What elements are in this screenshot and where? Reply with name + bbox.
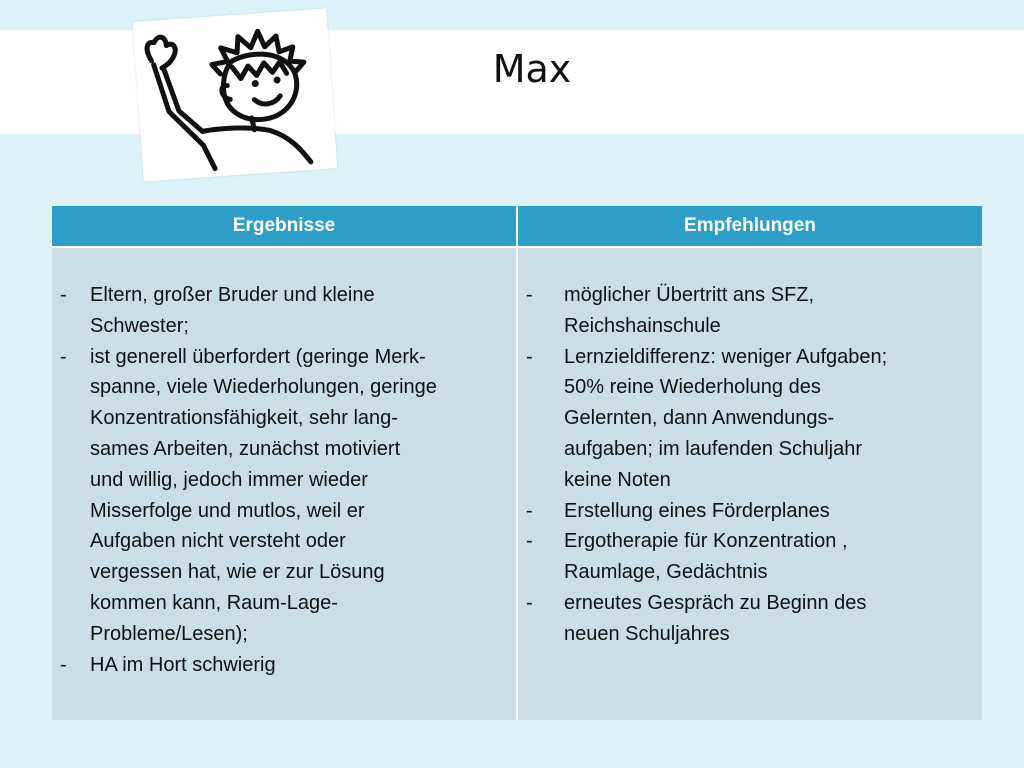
header-empfehlungen: Empfehlungen <box>516 206 982 246</box>
list-item <box>526 588 964 650</box>
list-item <box>526 496 964 527</box>
list-item <box>526 280 964 342</box>
table-body-row <box>52 248 982 720</box>
slide-title: Max <box>492 47 572 91</box>
results-table <box>52 206 982 720</box>
header-ergebnisse: Ergebnisse <box>232 215 336 236</box>
list-item-text: Eltern, großer Bruder und kleine Schwester; <box>90 284 375 337</box>
list-item <box>526 526 964 588</box>
waving-boy-icon <box>133 8 338 181</box>
empfehlungen-cell <box>516 248 982 720</box>
table-header-row <box>52 206 982 248</box>
list-item-text: HA im Hort schwierig <box>90 653 276 676</box>
bullet-dash: - <box>526 530 533 553</box>
bullet-dash: - <box>60 653 67 676</box>
bullet-dash: - <box>526 284 533 306</box>
list-item <box>60 650 498 681</box>
bullet-dash: - <box>60 284 67 306</box>
bullet-dash: - <box>526 345 533 368</box>
list-item-text: Ergotherapie für Konzentration , Raumlage, Gedächtnis <box>564 530 848 584</box>
list-item <box>526 342 964 496</box>
list-item <box>60 280 498 342</box>
list-item-text: erneutes Gespräch zu Beginn des neuen Schuljahres <box>564 591 867 645</box>
bullet-dash: - <box>526 499 533 522</box>
list-item <box>60 342 498 650</box>
list-item-text: Erstellung eines Förderplanes <box>564 499 830 522</box>
ergebnisse-cell <box>52 248 516 720</box>
bullet-dash: - <box>526 591 533 614</box>
list-item-text: möglicher Übertritt ans SFZ, Reichshainschule <box>564 284 815 337</box>
list-item-text: ist generell überfordert (geringe Merk- spanne, viele Wiederholungen, geringe Konzentrationsfähigkeit, sehr lang- sames Arbeiten, zunächst motiviert und willig, jedoch immer wieder Misserfolge und mutlos, weil er Aufgaben nicht versteht oder vergessen hat, wie er zur Lösung kommen kann, Raum-Lage- Probleme/Lesen); <box>90 345 437 645</box>
list-item-text: Lernzieldifferenz: weniger Aufgaben; 50% reine Wiederholung des Gelernten, dann Anwendungs- aufgaben; im laufenden Schuljahr keine Noten <box>564 345 888 491</box>
bullet-dash: - <box>60 345 67 368</box>
